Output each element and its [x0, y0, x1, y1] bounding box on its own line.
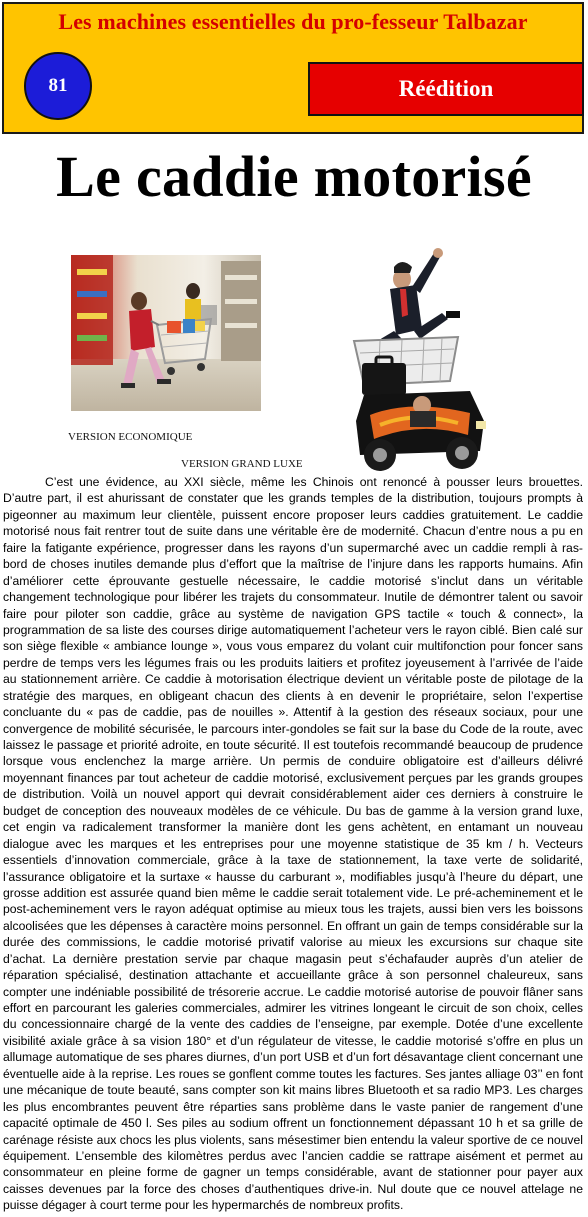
article-title: Le caddie motorisé [56, 144, 532, 209]
photo-luxe-version [350, 245, 494, 475]
photo-economic-version [71, 255, 261, 411]
edition-label: Réédition [398, 76, 494, 101]
header-banner [2, 2, 584, 134]
issue-badge [24, 52, 92, 120]
motorized-caddie-illustration [350, 245, 494, 475]
supermarket-photo-illustration [71, 255, 261, 411]
caption-economic-version: VERSION ECONOMIQUE [68, 431, 193, 443]
article-body: C’est une évidence, au XXI siècle, même les Chinois ont renoncé à pousser leurs brouettes. D’autre part, il est ahurissant de constater que les grands temples de la distribution, toujours prompts à pigeonner au maximum leur clientèle, puissent encore proposer leurs caddies gratuitement. Le caddie motorisé nous fait rentrer tout de suite dans une véritable ère de modernité. Chacun d’entre nous a pu en faire la fatigante expérience, progresser dans les rayons d’un supermarché avec un caddie rempli à ras-bord de choses inutiles demande plus d’effort que la maîtrise de l’injure dans les rapports humains. Afin d’améliorer cette éprouvante gestuelle nécessaire, le caddie motorisé s’inclut dans un véritable changement technologique pour libérer les trajets du consommateur. Inutile de démontrer talent ou savoir faire pour piloter son caddie, grâce au système de navigation GPS tactile « touch & connect», la programmation de sa liste des courses dirige automatiquement l’acheteur vers le rayon ciblé. Bien calé sur son siège flexible « ambiance lounge », vous vous emparez du volant cuir multifonction pour foncer sans perdre de temps vers les légumes frais ou les produits laitiers et profitez joyeusement à l’arrivée de l’aide au stationnement arrière. Ce caddie à motorisation électrique devient un véritable poste de pilotage de la stratégie des marques, en obligeant chacun des clients à en devenir le propriétaire, selon l’expertise concluante du « pas de caddie, pas de nouilles ». Attentif à la gestion des réseaux sociaux, pour une convergence de mobilité sécurisée, le parcours inter-gondoles se fait sur la base du Code de la route, avec laissez le passage et priorité adroite, en toute sécurité. Il est toutefois recommandé beaucoup de prudence lorsque vous enclenchez la marge arrière. Un permis de conduire obligatoire est d’ailleurs délivré moyennant finances par tout acheteur de caddie motorisé, exclusivement perçues par les grands groupes de distribution. Voilà un nouvel apport qui devrait considérablement aider ces derniers à construire le budget de conception des nouveaux modèles de ce véhicule. Du bas de gamme à la version grand luxe, cet engin va radicalement transformer la manière dont les gens achètent, en entamant un nouveau dialogue avec les marques et les entreprises pour une moyenne statistique de 35 km / h. Vecteurs essentiels d’innovation commerciale, grâce à la taxe de stationnement, la taxe verte de solidarité, l’assurance obligatoire et la surtaxe « hausse du carburant », modifiables jusqu’à l’heure du départ, une grosse addition est assurée quand bien même le caddie serait totalement vide. Le pré-acheminement et le post-acheminement vers le rayon adéquat optimise au mieux tous les trajets, aussi bien vers les boissons alcoolisées que les dépenses à caractère moins personnel. En offrant un gain de temps considérable sur la durée des commissions, le caddie motorisé privatif valorise au mieux les excursions sur chaque site d’achat. La dernière prestation servie par chaque magasin peut s’échafauder auprès d’un atelier de réparation spécialisé, destination attachante et accueillante grâce à son personnel chaleureux, sans compter une indéniable possibilité de trésorerie accrue. Le caddie motorisé autorise de pouvoir flâner sans effort en parcourant les galeries commerciales, admirer les vitrines longeant le circuit de son choix, celles du concessionnaire chargé de la vente des caddies de l’enseigne, par exemple. Dotée d’une excellente visibilité axiale grâce à sa vision 180° et d’un régulateur de vitesse, le caddie motorisé s’offre en plus un allumage automatique de ses phares diurnes, d’un port USB et d’un fort désavantage client concernant une éventuelle aide à la reprise. Les roues se gonflent comme toutes les factures. Ses jantes alliage 03’’ en font une mécanique de toute beauté, sans compter son kit mains libres Bluetooth et sa radio MP3. Les charges les plus encombrantes peuvent être réparties sans problème dans le vaste panier de rangement d’une capacité optimale de 450 l. Ses piles au sodium offrent un fonctionnement dépassant 10 h et sa grille de carénage résiste aux chocs les plus violents, sans mésestimer bien entendu la valeur sportive de ce nouvel équipement. L’ensemble des kilomètres perdus avec l’ancien caddie se rattrape aisément et permet au consommateur en pleine forme de gagner un temps considérable, avant de stationner pour payer aux caisses devenues par la force des choses d’authentiques drive-in. Nul doute que ce nouvel attelage ne puisse dégager à court terme pour les hypermarchés de nombreux profits. [3, 475, 583, 1213]
series-title: Les machines essentielles du pro-fesseur Talbazar [58, 9, 528, 34]
edition-box [308, 62, 584, 116]
caption-luxe-version: VERSION GRAND LUXE [181, 458, 303, 470]
issue-number: 81 [48, 75, 68, 96]
